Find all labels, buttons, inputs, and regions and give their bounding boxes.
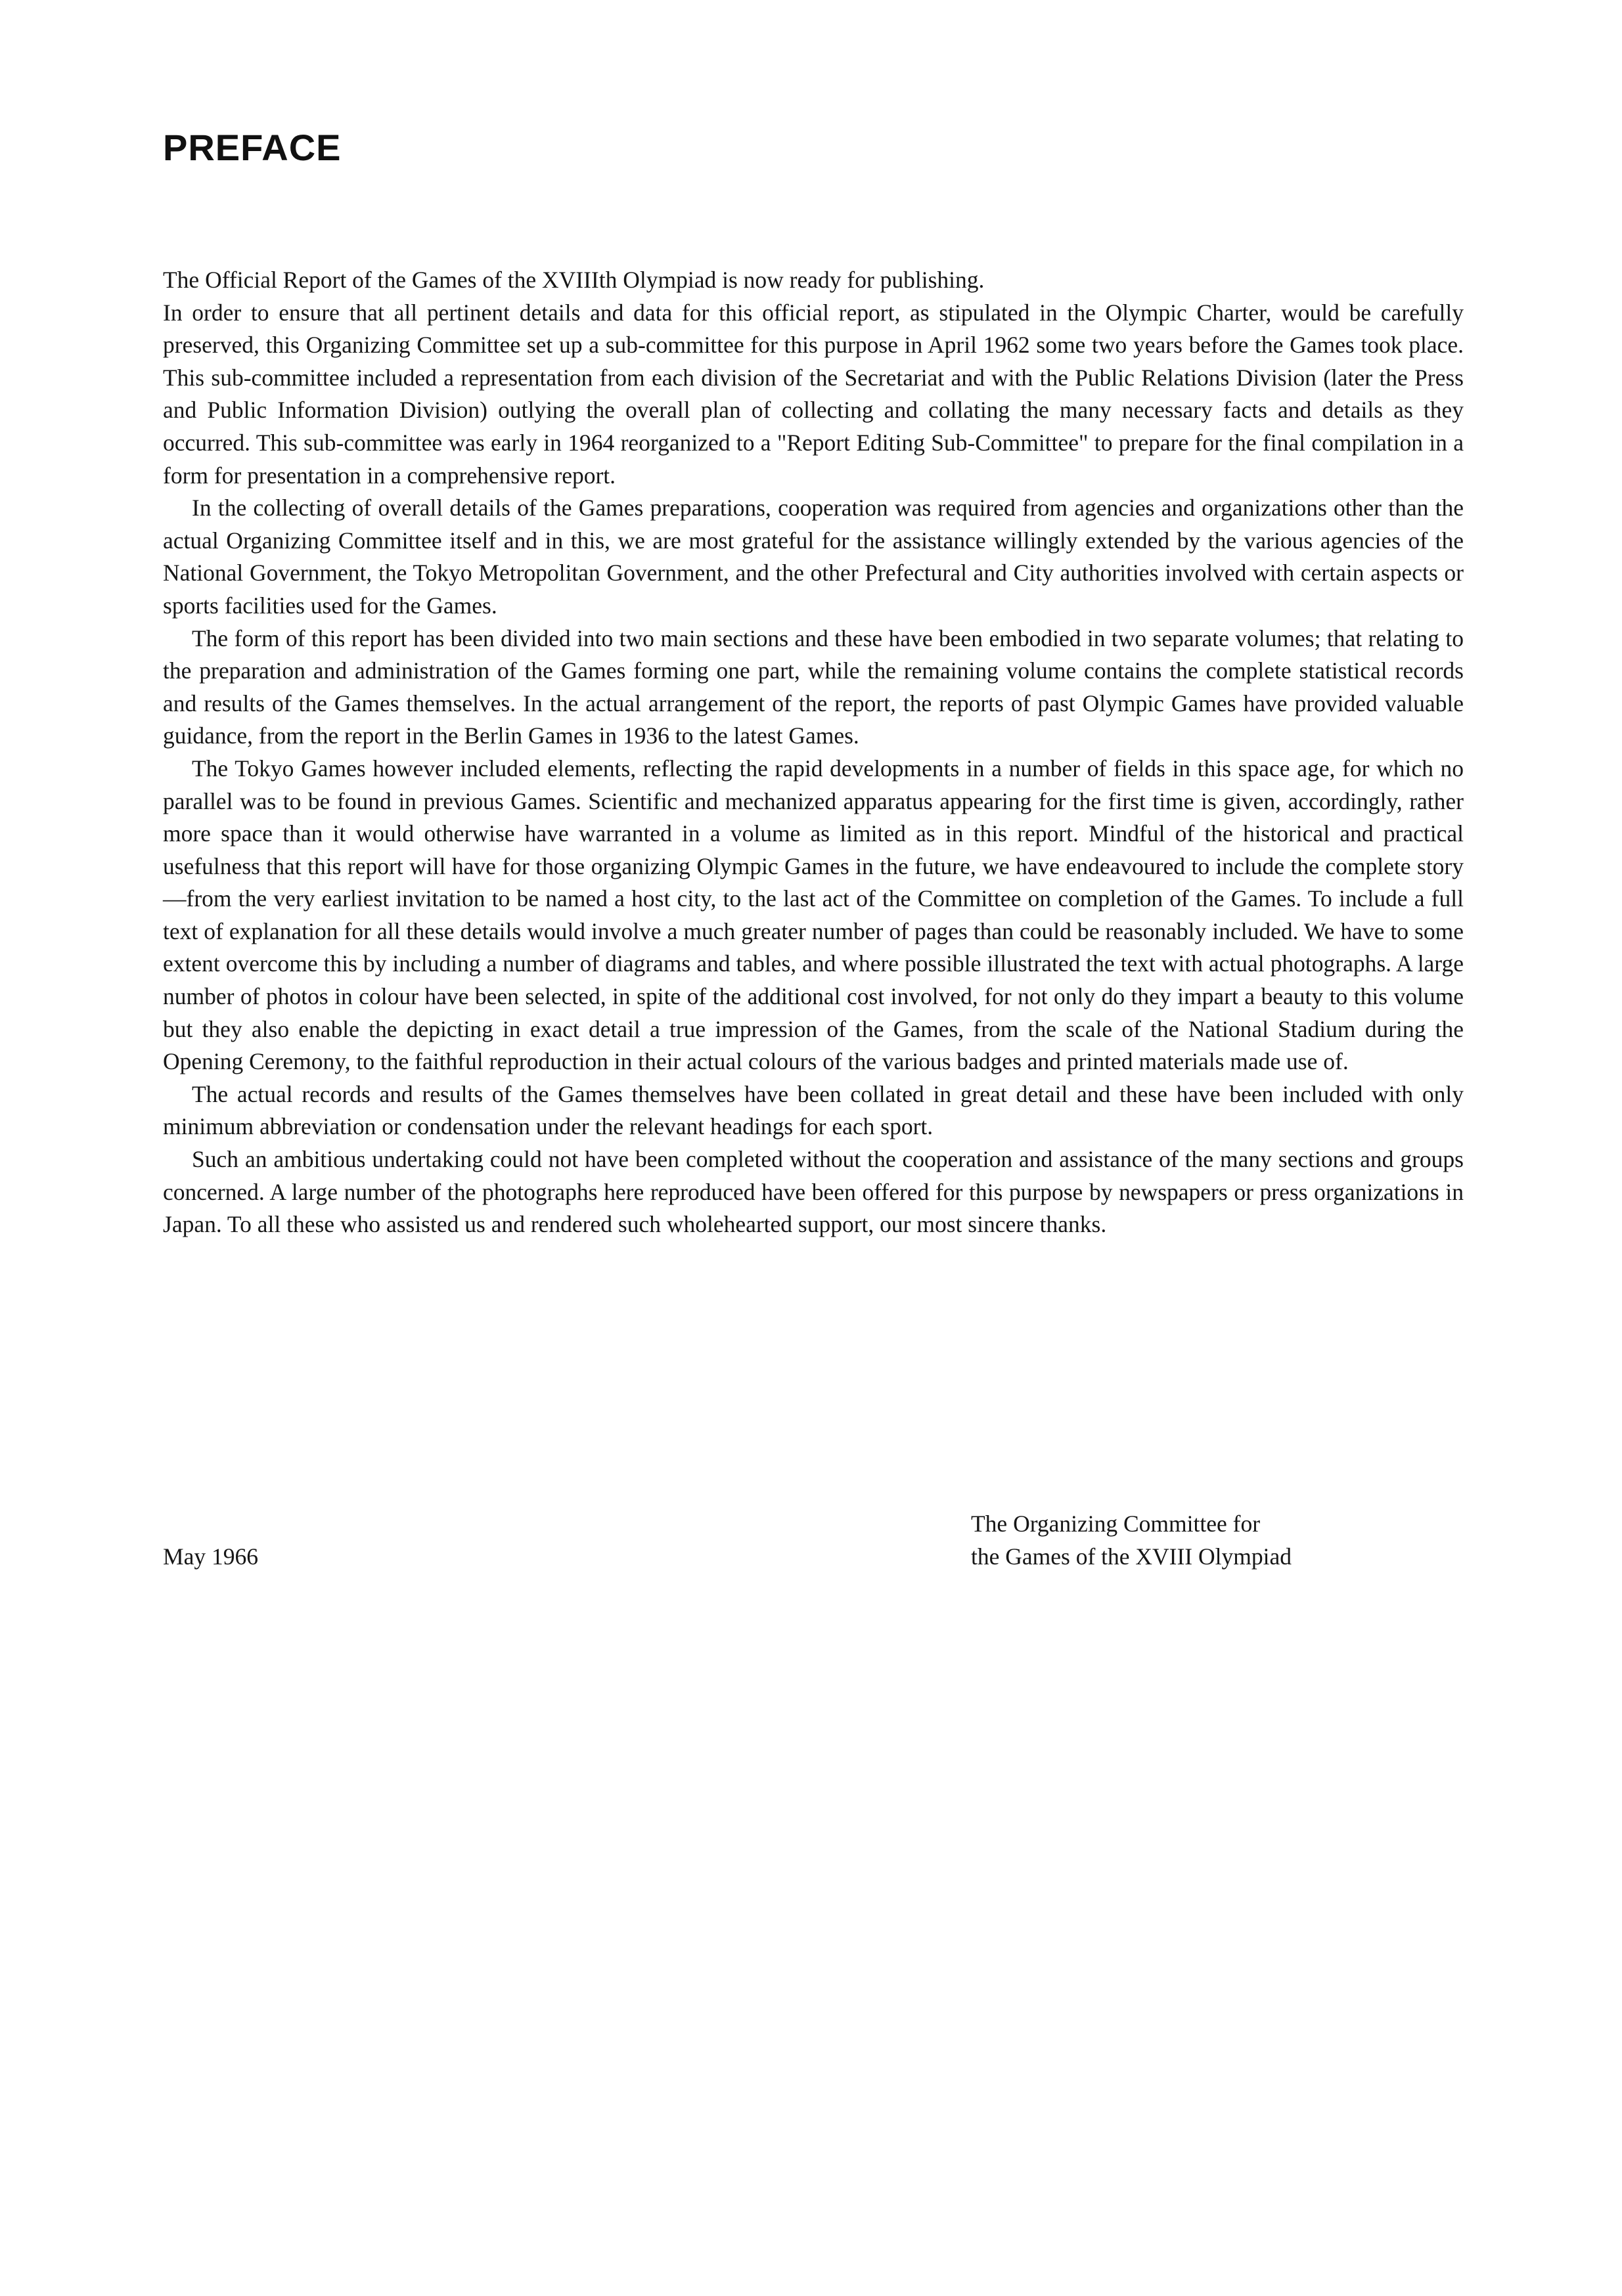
date-line: May 1966: [163, 1543, 258, 1570]
paragraph-3: In the collecting of overall details of the Games preparations, cooperation was required from agencies and organizations other than the actual Organizing Committee itself and in this, we are most grateful for the assistance willingly extended by the various agencies of the National Government, the Tokyo Metropolitan Government, and the other Prefectural and City authorities involved with certain aspects or sports facilities used for the Games.: [163, 495, 1464, 619]
paragraph-5: The Tokyo Games however included elements, reflecting the rapid developments in a number of fields in this space age, for which no parallel was to be found in previous Games. Scientific and mechanized apparatus appearing for the first time is given, accordingly, rather more space than it would otherwise have warranted in a volume as limited as in this report. Mindful of the historical and practical usefulness that this report will have for those organizing Olympic Games in the future, we have endeavoured to include the complete story—from the very earliest invitation to be named a host city, to the last act of the Committee on completion of the Games. To include a full text of explanation for all these details would involve a much greater number of pages than could be reasonably included. We have to some extent overcome this by including a number of diagrams and tables, and where possible illustrated the text with actual photographs. A large number of photos in colour have been selected, in spite of the additional cost involved, for not only do they impart a beauty to this volume but they also enable the depicting in exact detail a true impression of the Games, from the scale of the National Stadium during the Opening Ceremony, to the faithful reproduction in their actual colours of the various badges and printed materials made use of.: [163, 755, 1464, 1075]
signature-line-2: the Games of the XVIII Olympiad: [971, 1543, 1292, 1570]
paragraph-6: The actual records and results of the Games themselves have been collated in great detail and these have been included with only minimum abbreviation or condensation under the relevant headings for each sport.: [163, 1080, 1464, 1140]
signature-line-1: The Organizing Committee for: [971, 1511, 1261, 1537]
paragraph-2: In order to ensure that all pertinent details and data for this official report, as stipulated in the Olympic Charter, would be carefully preserved, this Organizing Committee set up a sub-committee for this purpose in April 1962 some two years before the Games took place. This sub-committee included a representation from each division of the Secretariat and with the Public Relations Division (later the Press and Public Information Division) outlying the overall plan of collecting and collating the many necessary facts and details as they occurred. This sub-committee was early in 1964 reorganized to a "Report Editing Sub-Committee" to prepare for the final compilation in a form for presentation in a comprehensive report.: [163, 299, 1464, 489]
paragraph-1: The Official Report of the Games of the XVIIIth Olympiad is now ready for publishing.: [163, 267, 985, 293]
paragraph-7: Such an ambitious undertaking could not have been completed without the cooperation and assistance of the many sections and groups concerned. A large number of the photographs here reproduced have been offered for this purpose by newspapers or press organizations in Japan. To all these who assisted us and rendered such wholehearted support, our most sincere thanks.: [163, 1146, 1464, 1238]
preface-body: [163, 264, 1464, 1241]
page-title: PREFACE: [163, 127, 342, 168]
signature-block: [971, 1508, 1292, 1573]
paragraph-4: The form of this report has been divided into two main sections and these have been embodied in two separate volumes; that relating to the preparation and administration of the Games forming one part, while the remaining volume contains the complete statistical records and results of the Games themselves. In the actual arrangement of the report, the reports of past Olympic Games have provided valuable guidance, from the report in the Berlin Games in 1936 to the latest Games.: [163, 625, 1464, 749]
